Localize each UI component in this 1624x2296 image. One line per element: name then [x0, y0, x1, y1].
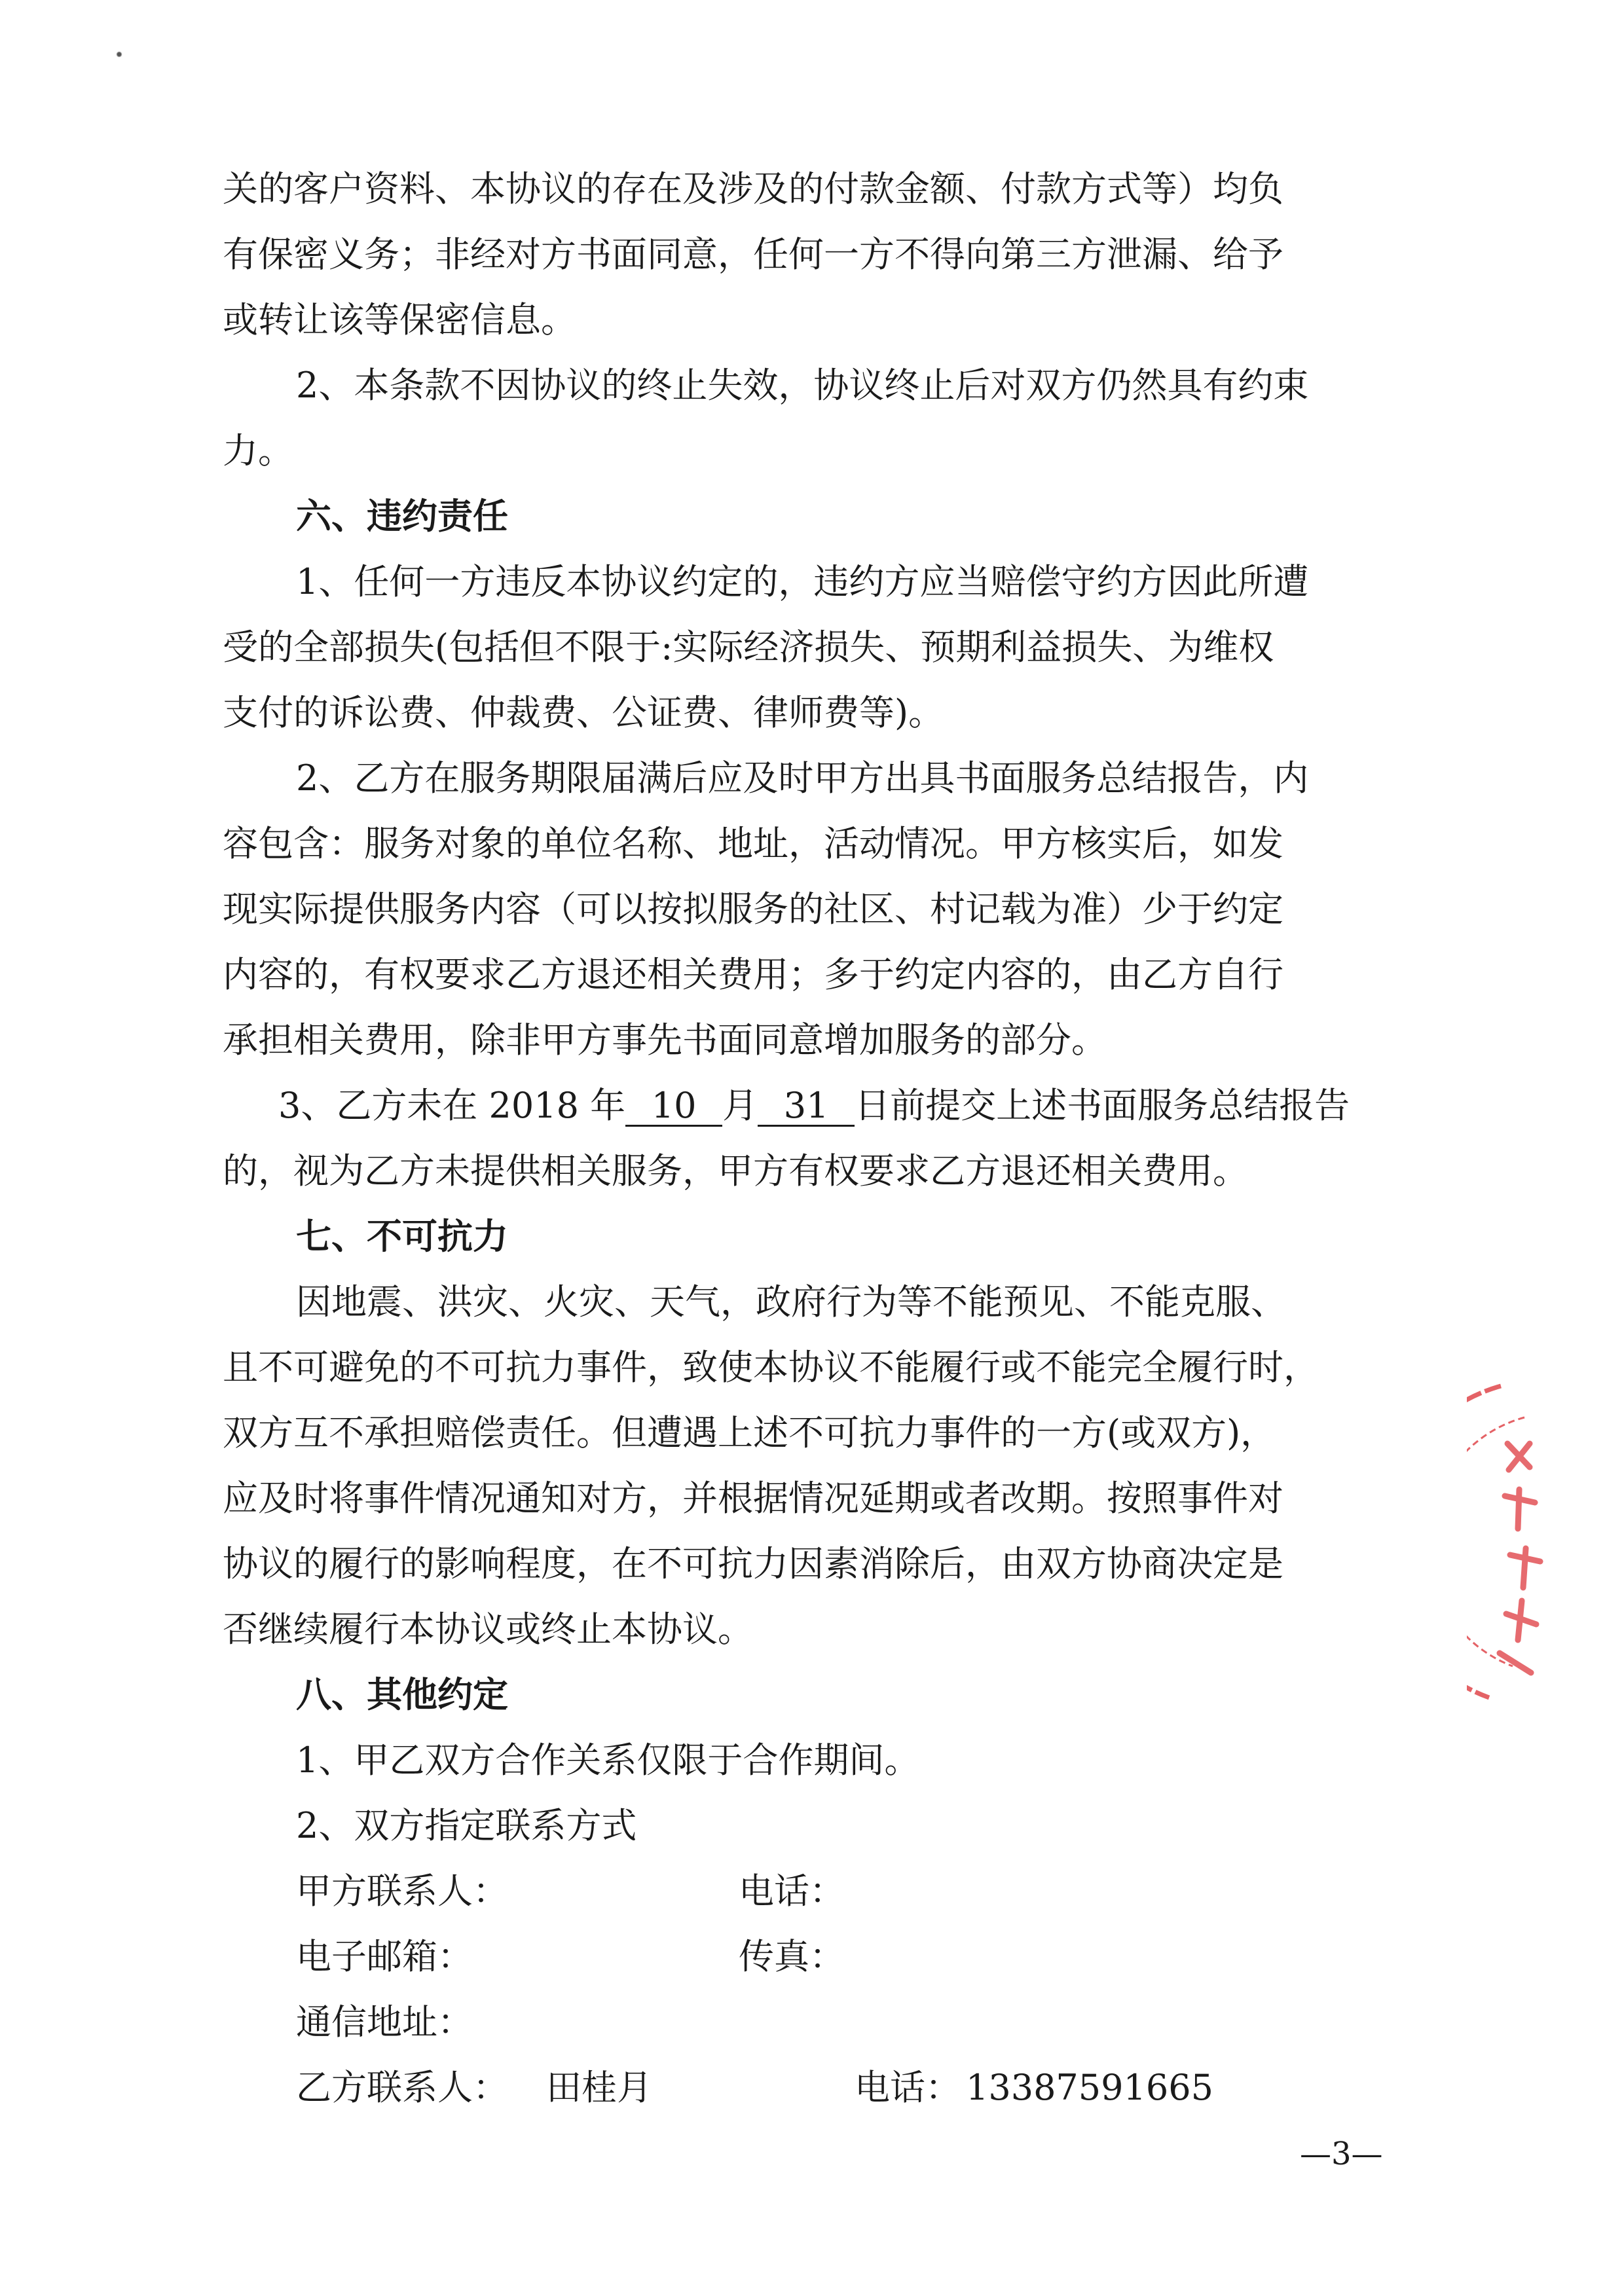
phone-label: 电话： — [739, 1870, 845, 1912]
body-line: 2、本条款不因协议的终止失效，协议终止后对双方仍然具有约束 — [296, 365, 1309, 406]
body-line: 否继续履行本协议或终止本协议。 — [223, 1609, 753, 1650]
body-line: 1、甲乙双方合作关系仅限于合作期间。 — [296, 1740, 920, 1781]
body-line: 2、乙方在服务期限届满后应及时甲方出具书面服务总结报告，内 — [296, 757, 1309, 799]
address-label: 通信地址： — [296, 2001, 473, 2043]
fax-label: 传真： — [739, 1936, 845, 1977]
body-line: 因地震、洪灾、火灾、天气，政府行为等不能预见、不能克服、 — [296, 1281, 1286, 1322]
body-line: 承担相关费用，除非甲方事先书面同意增加服务的部分。 — [223, 1019, 1107, 1061]
body-line: 双方互不承担赔偿责任。但遭遇上述不可抗力事件的一方(或双方)， — [223, 1412, 1276, 1453]
body-line: 现实际提供服务内容（可以按拟服务的社区、村记载为准）少于约定 — [223, 888, 1283, 930]
body-line: 受的全部损失(包括但不限于:实际经济损失、预期利益损失、为维权 — [223, 627, 1274, 668]
body-line: 支付的诉讼费、仲裁费、公证费、律师费等)。 — [223, 692, 944, 733]
page-number: —3— — [1300, 2136, 1383, 2172]
party-b-contact-name: 田桂月 — [546, 2067, 652, 2108]
body-line: 的，视为乙方未提供相关服务，甲方有权要求乙方退还相关费用。 — [223, 1150, 1248, 1192]
month-label: 月 — [722, 1085, 758, 1126]
deadline-day: 31 — [758, 1088, 855, 1127]
body-line: 内容的，有权要求乙方退还相关费用；多于约定内容的，由乙方自行 — [223, 954, 1283, 995]
body-line: 协议的履行的影响程度，在不可抗力因素消除后，由双方协商决定是 — [223, 1543, 1283, 1584]
party-b-contact-label: 乙方联系人： — [296, 2067, 508, 2108]
section-heading-breach: 六、违约责任 — [296, 496, 508, 537]
body-line: 且不可避免的不可抗力事件，致使本协议不能履行或不能完全履行时， — [223, 1347, 1319, 1388]
party-a-contact-label: 甲方联系人： — [296, 1870, 508, 1912]
company-seal-stamp — [1467, 1365, 1624, 1719]
deadline-line — [278, 1085, 1350, 1127]
deadline-month: 10 — [625, 1088, 722, 1127]
section-heading-force-majeure: 七、不可抗力 — [296, 1216, 508, 1257]
deadline-prefix: 3、乙方未在 2018 年 — [278, 1085, 626, 1126]
body-line: 2、双方指定联系方式 — [296, 1805, 637, 1846]
deadline-suffix: 日前提交上述书面服务总结报告 — [855, 1085, 1350, 1126]
party-b-phone: 13387591665 — [966, 2067, 1213, 2108]
body-line: 容包含：服务对象的单位名称、地址，活动情况。甲方核实后，如发 — [223, 823, 1283, 864]
body-line: 有保密义务；非经对方书面同意，任何一方不得向第三方泄漏、给予 — [223, 234, 1283, 275]
section-heading-other: 八、其他约定 — [296, 1674, 508, 1715]
body-line: 1、任何一方违反本协议约定的，违约方应当赔偿守约方因此所遭 — [296, 561, 1309, 602]
email-label: 电子邮箱： — [296, 1936, 473, 1977]
body-line: 或转让该等保密信息。 — [223, 299, 576, 340]
scan-speck — [115, 51, 123, 58]
phone-label: 电话： — [855, 2067, 961, 2108]
body-line: 关的客户资料、本协议的存在及涉及的付款金额、付款方式等）均负 — [223, 168, 1283, 210]
body-line: 力。 — [223, 430, 293, 471]
body-line: 应及时将事件情况通知对方，并根据情况延期或者改期。按照事件对 — [223, 1478, 1283, 1519]
